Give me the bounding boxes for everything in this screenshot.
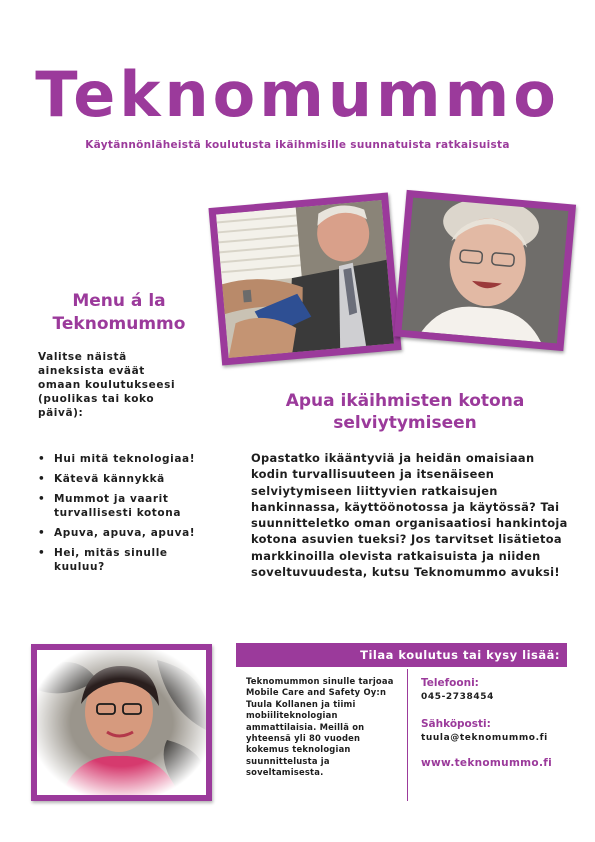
menu-item: • Apuva, apuva, apuva! [38, 526, 210, 540]
menu-item: • Kätevä kännykkä [38, 472, 210, 486]
email-link[interactable]: tuula@teknomummo.fi [421, 733, 548, 743]
menu-item: • Hei, mitäs sinulle kuuluu? [38, 546, 210, 574]
contact-divider [407, 669, 408, 801]
main-heading [255, 390, 555, 434]
contact-person-image [37, 650, 206, 795]
main-heading-line1: Apua ikäihmisten kotona [285, 391, 525, 411]
elderly-man-image [216, 200, 394, 358]
menu-item: • Hui mitä teknologiaa! [38, 452, 210, 466]
menu-list [38, 452, 210, 580]
menu-intro: Valitse näistä aineksista eväät omaan koulutukseesi (puolikas tai koko päivä): [38, 351, 176, 419]
company-description: Teknomummon sinulle tarjoaa Mobile Care and Safety Oy:n Tuula Kollanen ja tiimi mobiiliteknologian ammattilaisia. Meillä on yhteensä yli 80 vuoden kokemus teknologian suunnittelusta ja soveltamisesta. [246, 676, 394, 778]
tagline: Käytännönläheistä koulutusta ikäihmisille suunnatuista ratkaisuista [85, 139, 510, 151]
photo-contact-person [31, 644, 212, 801]
menu-title [38, 290, 200, 336]
page-title: Teknomummo [35, 58, 560, 131]
menu-title-line2: Teknomummo [52, 314, 186, 334]
main-body-text: Opastatko ikääntyviä ja heidän omaisiaan kodin turvallisuuteen ja itsenäiseen selviytymiseen liittyvien ratkaisujen hankinnassa, käyttöönotossa ja käytössä? Tai suunnitteletko oman organisaatiosi hankintoja kotona asuvien tueksi? Jos tarvitset lisätietoa markkinoilla olevista ratkaisuista ja niiden soveltuvuudesta, kutsu Teknomummo avuksi! [251, 451, 568, 580]
phone-label: Telefooni: [421, 677, 479, 689]
elderly-woman-image [402, 197, 569, 343]
photo-elderly-man [208, 192, 401, 365]
phone-number[interactable]: 045-2738454 [421, 692, 494, 702]
photo-elderly-woman [394, 190, 576, 351]
main-heading-line2: selviytymiseen [333, 413, 477, 433]
menu-title-line1: Menu á la [72, 291, 166, 311]
website-link[interactable]: www.teknomummo.fi [421, 757, 552, 769]
cta-bar: Tilaa koulutus tai kysy lisää: [236, 643, 567, 667]
email-label: Sähköposti: [421, 718, 491, 730]
menu-item: • Mummot ja vaarit turvallisesti kotona [38, 492, 210, 520]
